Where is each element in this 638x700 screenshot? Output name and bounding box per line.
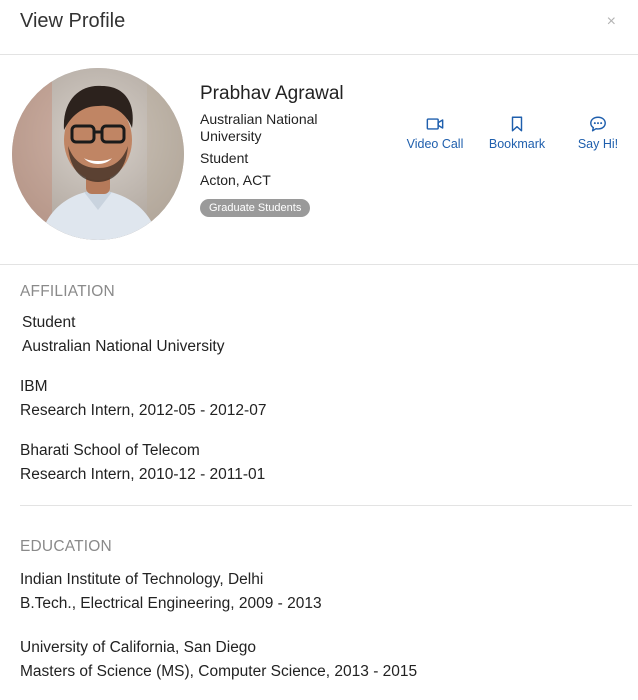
affiliation-item-3-line2: Research Intern, 2010-12 - 2011-01 [20,466,266,483]
bookmark-label: Bookmark [488,137,546,151]
affiliation-heading: AFFILIATION [20,283,115,300]
affiliation-item-2-line1: IBM [20,378,48,395]
say-hi-button[interactable] [570,115,626,151]
profile-organization: Australian National University [200,111,318,144]
dialog-title: View Profile [20,10,126,32]
video-call-button[interactable] [402,115,468,151]
section-divider [20,505,632,506]
education-heading: EDUCATION [20,538,112,555]
profile-location: Acton, ACT [200,172,271,188]
avatar [12,68,184,240]
avatar-photo [12,68,184,240]
video-camera-icon [426,115,444,133]
say-hi-label: Say Hi! [577,137,619,151]
chat-bubble-icon [589,115,607,133]
profile-name: Prabhav Agrawal [200,83,344,104]
video-call-label: Video Call [406,137,464,151]
close-icon[interactable]: × [606,13,616,30]
bookmark-button[interactable] [484,115,550,151]
profile-role: Student [200,150,249,166]
affiliation-item-1-line1: Student [22,314,76,331]
dialog-header [0,0,638,55]
status-badge: Graduate Students [200,199,310,217]
affiliation-item-2-line2: Research Intern, 2012-05 - 2012-07 [20,402,267,419]
education-item-1-line2: B.Tech., Electrical Engineering, 2009 - 2013 [20,595,322,612]
bookmark-icon [508,115,526,133]
education-item-1-line1: Indian Institute of Technology, Delhi [20,571,264,588]
affiliation-item-3-line1: Bharati School of Telecom [20,442,200,459]
education-item-2-line1: University of California, San Diego [20,639,257,656]
education-item-2-line2: Masters of Science (MS), Computer Science, 2013 - 2015 [20,663,418,680]
affiliation-item-1-line2: Australian National University [22,338,225,355]
profile-card [0,55,638,265]
